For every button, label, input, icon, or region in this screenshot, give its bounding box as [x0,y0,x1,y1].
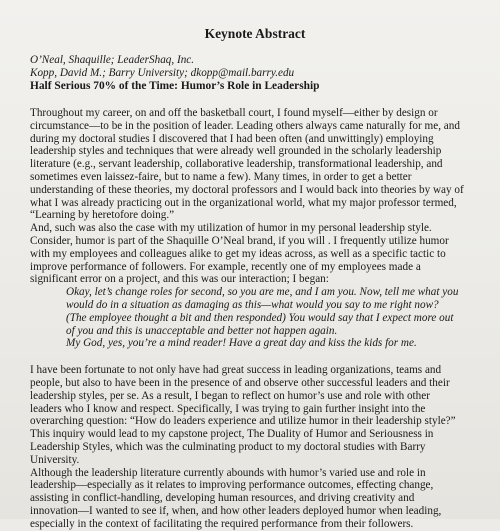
paragraph-1 [30,107,480,222]
quote-line: Okay, let’s change roles for second, so you are me, and I am you. Now, tell me what you [66,286,459,299]
quote-line: My God, yes, you’re a mind reader! Have a great day and kiss the kids for me. [66,337,417,350]
quote-line: (The employee thought a bit and then responded) You would say that I expect more out [66,311,454,324]
document-subtitle: Half Serious 70% of the Time: Humor’s Role in Leadership [30,80,320,92]
text-line: “Learning by heretofore doing.” [30,209,175,222]
quoted-dialogue [66,286,480,350]
text-line: And, such was also the case with my utilization of humor in my personal leadership style. [30,222,432,235]
text-line: leadership styles and techniques that were already well grounded in the scholarly leadership [30,145,442,158]
text-line: leadership—especially as it relates to improving performance outcomes, effecting change, [30,479,434,492]
text-line: leaders who I know and respect. Specifically, I was trying to gain further insight into the [30,402,426,415]
text-line: University. [30,453,80,466]
paragraph-2 [30,222,480,286]
text-line: with my employees and colleagues alike to get my ideas across, as well as a specific tactic to [30,247,446,260]
paragraph-gap [30,350,480,364]
author-line: Kopp, David M.; Barry University; dkopp@mail.barry.edu [30,67,295,79]
text-line: assisting in conflict-handling, developing human resources, and driving creativity and [30,492,415,505]
text-line: This inquiry would lead to my capstone project, The Duality of Humor and Seriousness in [30,428,434,441]
text-line: overarching question: “How do leaders experience and utilize humor in their leadership style?” [30,415,456,428]
text-line: I have been fortunate to not only have had great success in leading organizations, teams and [30,364,442,377]
text-line: improve performance of followers. For example, recently one of my employees made a [30,260,421,273]
text-line: understanding of these theories, my doctoral professors and I would back into theories by way of [30,183,464,196]
text-line: significant error on a project, and this was our interaction; I began: [30,273,329,286]
text-line: Although the leadership literature currently abounds with humor’s varied use and role in [30,466,426,479]
text-line: literature (e.g., servant leadership, collaborative leadership, transformational leadership, and [30,158,443,171]
text-line: Throughout my career, on and off the basketball court, I found myself—either by design or [30,107,438,119]
text-line: especially in the context of facilitating the required performance from their followers. [30,517,414,530]
text-line: people, but also to have been in the presence of and observe other successful leaders and their [30,376,450,389]
paragraph-4 [30,467,480,531]
text-line: innovation—I wanted to see if, when, and how other leaders deployed humor when leading, [30,504,442,517]
author-list [30,54,480,80]
paragraph-3 [30,364,480,466]
text-line: Consider, humor is part of the Shaquille O’Neal brand, if you will . I frequently utilize humor [30,234,449,247]
text-line: sometimes even laissez-faire, but to name a few). Many times, in order to get a better [30,170,412,183]
text-line: during my doctoral studies I discovered that I had been often (and unwittingly) employing [30,132,434,145]
text-line: leadership styles, per se. As a result, I began to reflect on humor’s use and role with other [30,389,430,402]
text-line: circumstance—to be in the position of leader. Leading others always came naturally for me, and [30,119,460,132]
author-line: O’Neal, Shaquille; LeaderShaq, Inc. [30,54,195,66]
quote-line: of you and this is unacceptable and better not happen again. [66,324,338,337]
quote-line: would do in a situation as damaging as this—what would you say to me right now? [66,298,439,311]
document-title: Keynote Abstract [204,26,306,41]
text-line: Leadership Styles, which was the culminating product to my doctoral studies with Barry [30,440,426,453]
text-line: what I was already practicing out in the organizational world, what my major professor termed, [30,196,457,209]
